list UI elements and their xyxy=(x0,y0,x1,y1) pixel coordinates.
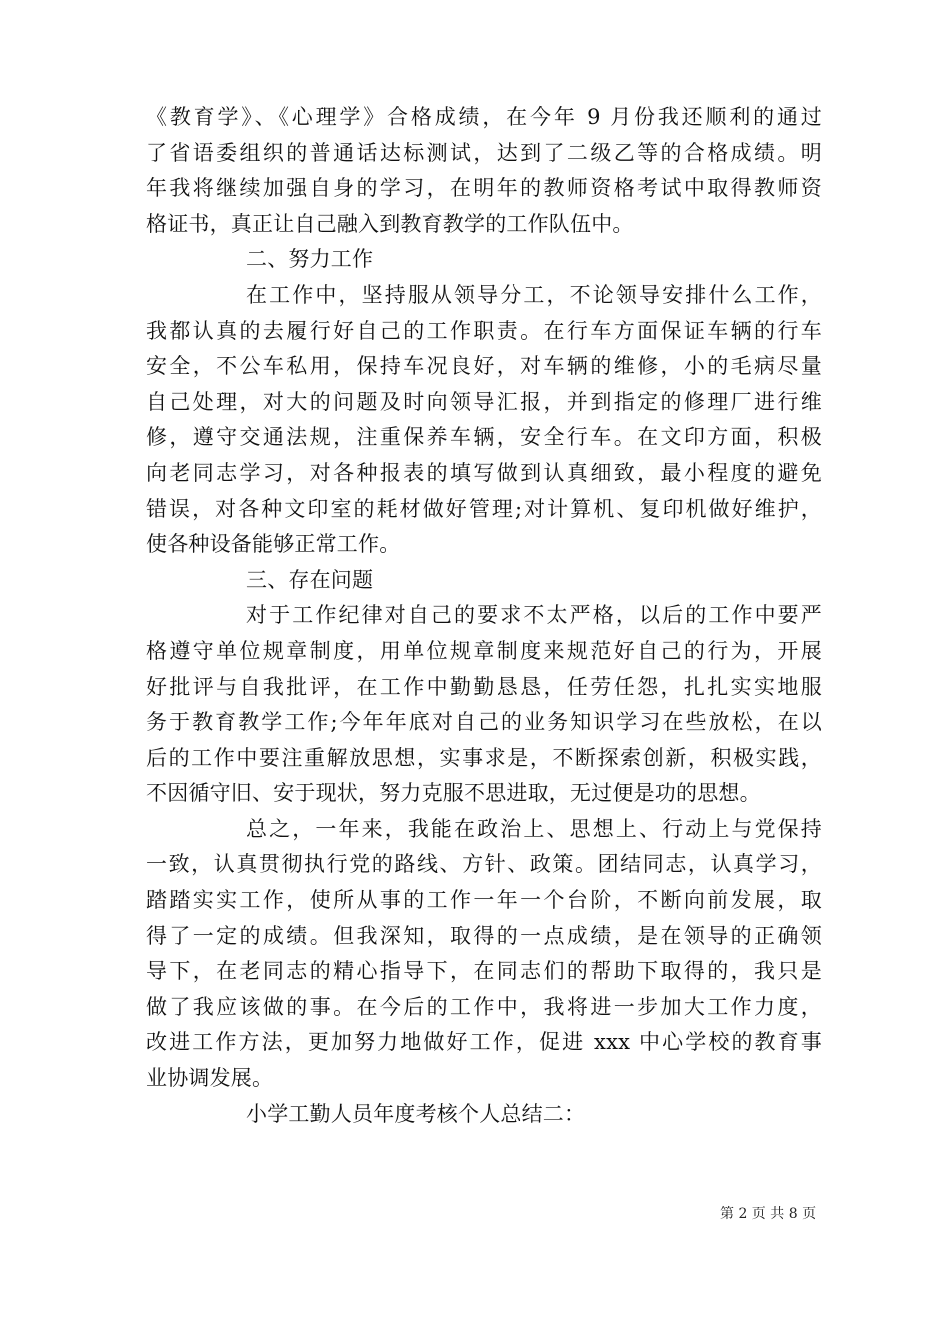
text-line: 我都认真的去履行好自己的工作职责。在行车方面保证车辆的行车 xyxy=(146,318,822,343)
section-heading: 小学工勤人员年度考核个人总结二： xyxy=(246,1101,586,1126)
text-line: 《教育学》、《心理学》合格成绩，在今年 9 月份我还顺利的通过 xyxy=(146,105,822,129)
text-line: 格证书，真正让自己融入到教育教学的工作队伍中。 xyxy=(146,211,634,236)
text-line: 向老同志学习，对各种报表的填写做到认真细致，最小程度的避免 xyxy=(146,460,822,485)
page-number: 第 2 页 共 8 页 xyxy=(720,1206,817,1222)
section-heading: 三、存在问题 xyxy=(246,567,374,592)
document-body xyxy=(146,100,822,1132)
text-line: 年我将继续加强自身的学习，在明年的教师资格考试中取得教师资 xyxy=(146,176,822,201)
text-line: 使各种设备能够正常工作。 xyxy=(146,532,401,557)
text-line: 一致，认真贯彻执行党的路线、方针、政策。团结同志，认真学习， xyxy=(146,852,822,877)
text-line: 踏踏实实工作，使所从事的工作一年一个台阶，不断向前发展，取 xyxy=(146,888,822,913)
text-line: 好批评与自我批评，在工作中勤勤恳恳，任劳任怨，扎扎实实地服 xyxy=(146,674,822,699)
text-line: 后的工作中要注重解放思想，实事求是，不断探索创新，积极实践， xyxy=(146,745,822,770)
text-line: 总之，一年来，我能在政治上、思想上、行动上与党保持 xyxy=(246,816,822,841)
text-line: 在工作中，坚持服从领导分工，不论领导安排什么工作， xyxy=(246,282,822,307)
text-line: 格遵守单位规章制度，用单位规章制度来规范好自己的行为，开展 xyxy=(146,638,822,663)
text-line: 务于教育教学工作;今年年底对自己的业务知识学习在些放松，在以 xyxy=(146,710,822,735)
section-heading: 二、努力工作 xyxy=(246,247,374,272)
text-line: 业协调发展。 xyxy=(146,1066,274,1091)
text-line: 安全，不公车私用，保持车况良好，对车辆的维修，小的毛病尽量 xyxy=(146,354,822,379)
text-line: 对于工作纪律对自己的要求不太严格，以后的工作中要严 xyxy=(246,603,822,628)
text-line: 错误，对各种文印室的耗材做好管理;对计算机、复印机做好维护， xyxy=(146,496,822,521)
text-line: 导下，在老同志的精心指导下，在同志们的帮助下取得的，我只是 xyxy=(146,959,822,984)
text-line: 自己处理，对大的问题及时向领导汇报，并到指定的修理厂进行维 xyxy=(146,389,822,414)
text-line: 做了我应该做的事。在今后的工作中，我将进一步加大工作力度， xyxy=(146,994,822,1019)
text-line: 了省语委组织的普通话达标测试，达到了二级乙等的合格成绩。明 xyxy=(146,140,822,165)
text-line: 不因循守旧、安于现状，努力克服不思进取，无过便是功的思想。 xyxy=(146,781,761,806)
text-line: 得了一定的成绩。但我深知，取得的一点成绩，是在领导的正确领 xyxy=(146,923,822,948)
text-line: 改进工作方法，更加努力地做好工作，促进 xxx 中心学校的教育事 xyxy=(146,1030,822,1055)
text-line: 修，遵守交通法规，注重保养车辆，安全行车。在文印方面，积极 xyxy=(146,425,822,450)
